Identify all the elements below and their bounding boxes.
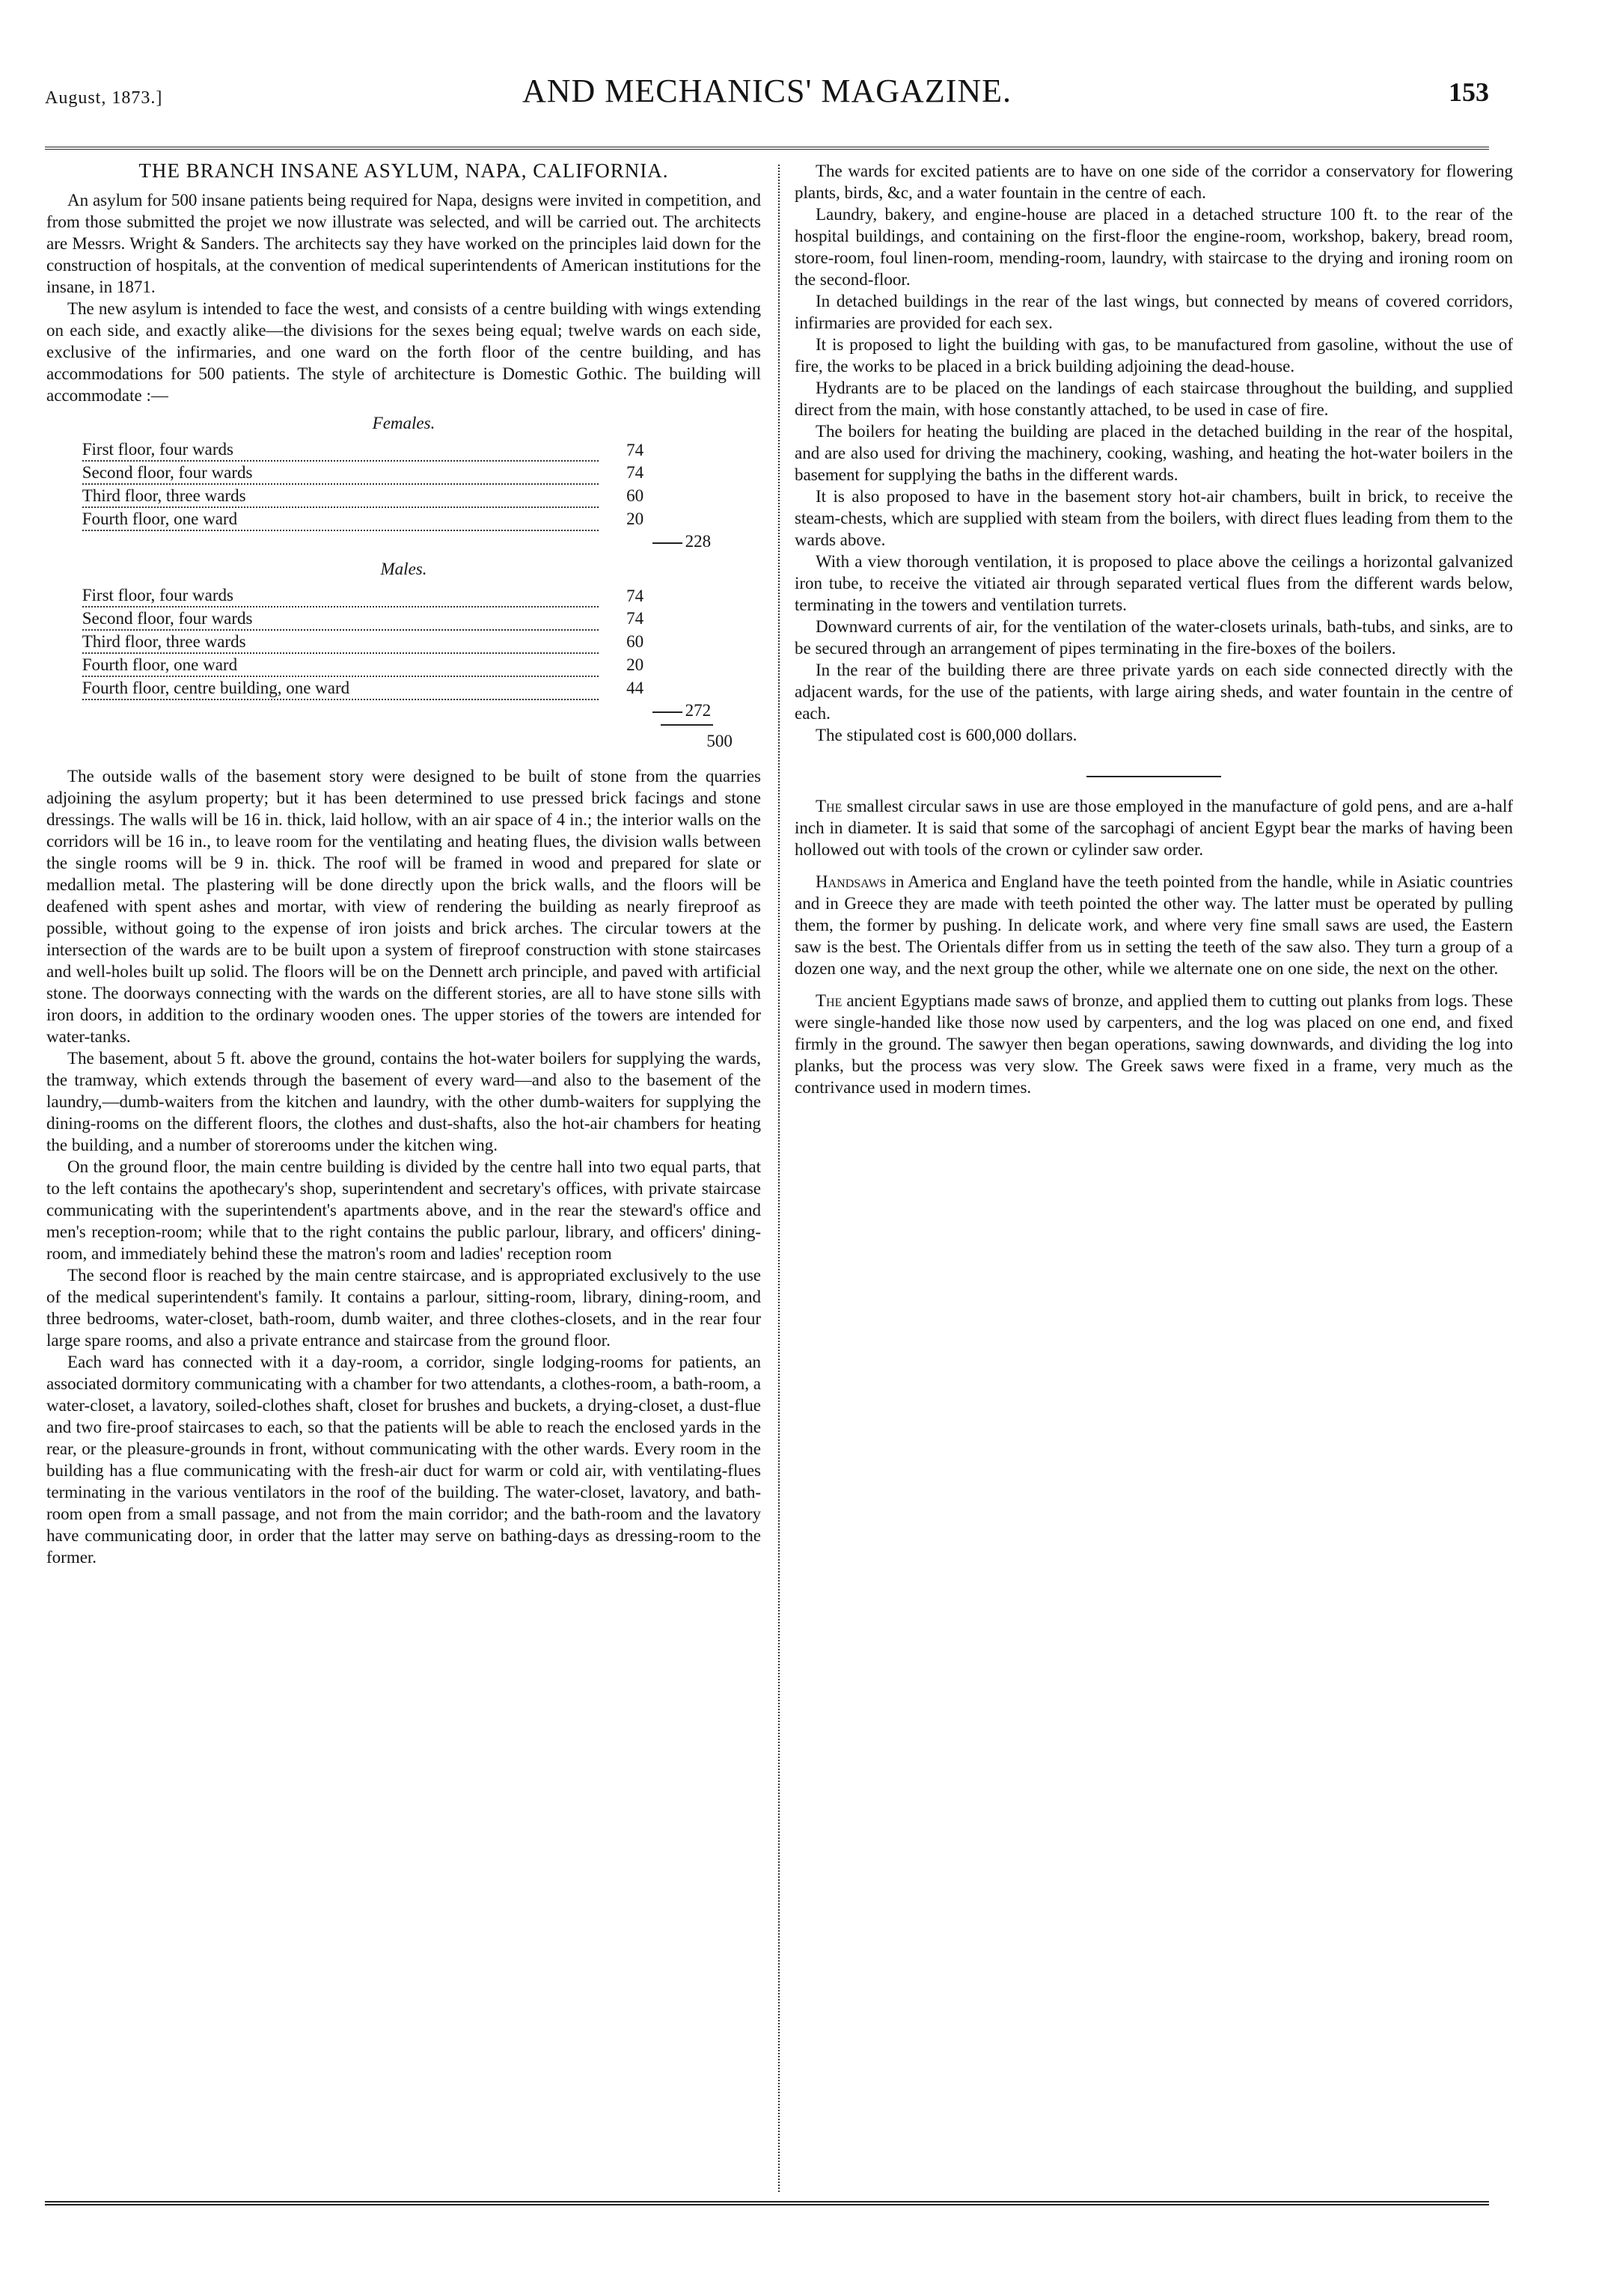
table-row [82, 484, 711, 507]
ward-count: 60 [626, 486, 644, 505]
article-paragraph: In detached buildings in the rear of the last wings, but connected by means of covered corridors, infirmaries are provided for each sex. [795, 292, 1513, 332]
ward-count: 74 [626, 463, 644, 482]
article-paragraph: The basement, about 5 ft. above the ground, contains the hot-water boilers for supplying the wards, the tramway, which extends through the basement of every ward—and also to the basement of the laundry,—dumb-waiters from the kitchen and laundry, with the other dumb-waiters for supplying the dining-rooms on the different floors, the clothes and dust-shafts, also the hot-air chambers for heating the building, and a number of storerooms under the kitchen wing. [46, 1049, 761, 1154]
table-row [82, 507, 711, 530]
article-paragraph: It is proposed to light the building with gas, to be manufactured from gasoline, without the use of fire, the works to be placed in a brick building adjoining the dead-house. [795, 335, 1513, 376]
females-heading: Females. [372, 414, 435, 432]
males-table [82, 584, 711, 721]
ward-count: 20 [626, 655, 644, 674]
females-table [82, 438, 711, 552]
article-paragraph: It is also proposed to have in the basement story hot-air chambers, built in brick, to receive the steam-chests, which are supplied with steam from the boilers, with direct flues leading from them to the wards above. [795, 487, 1513, 549]
ward-count: 60 [626, 632, 644, 651]
column-divider [778, 165, 780, 2192]
note-paragraph [795, 795, 1513, 860]
ward-label: First floor, four wards [82, 438, 599, 461]
page-header [45, 72, 1489, 117]
issue-date: August, 1873.] [45, 88, 163, 108]
ward-label: Fourth floor, centre building, one ward [82, 676, 599, 699]
table-row [82, 584, 711, 607]
article-paragraph: An asylum for 500 insane patients being required for Napa, designs were invited in competition, and from those submitted the projet we now illustrate was selected, and will be carried out. The architects are Messrs. Wright & Sanders. The architects say they have worked on the principles laid down for the construction of hospitals, at the convention of medical superintendents of American institutions for the insane, in 1871. [46, 191, 761, 296]
page-number: 153 [1449, 77, 1489, 107]
note-lead: The [816, 991, 843, 1010]
article-title: THE BRANCH INSANE ASYLUM, NAPA, CALIFORNIA. [138, 160, 669, 182]
ward-count: 74 [626, 586, 644, 605]
ward-label: Fourth floor, one ward [82, 653, 599, 676]
total-rule [661, 724, 713, 726]
males-total: 272 [685, 701, 712, 720]
article-paragraph: Hydrants are to be placed on the landings of each staircase throughout the building, and supplied direct from the main, with hose constantly attached, to be used in case of fire. [795, 379, 1513, 419]
note-lead: The [816, 797, 843, 815]
article-paragraph: The boilers for heating the building are placed in the detached building in the rear of the hospital, and are also used for driving the machinery, cooking, washing, and heating the hot-water boilers in the basement for supplying the baths in the different wards. [795, 422, 1513, 484]
table-row [82, 461, 711, 484]
ward-label: Second floor, four wards [82, 607, 599, 630]
males-heading: Males. [380, 560, 427, 578]
header-rule [45, 147, 1489, 150]
ward-label: Fourth floor, one ward [82, 507, 599, 530]
table-row [82, 653, 711, 676]
section-separator [1086, 776, 1221, 777]
article-paragraph: The wards for excited patients are to have on one side of the corridor a conservatory for flowering plants, birds, &c, and a water fountain in the centre of each. [795, 162, 1513, 202]
ward-count: 44 [626, 679, 644, 697]
note-paragraph [795, 990, 1513, 1098]
table-row [82, 607, 711, 630]
table-row [82, 438, 711, 461]
note-text: in America and England have the teeth pointed from the handle, while in Asiatic countries and in Greece they are made with teeth pointed the other way. The latter must be operated by pulling them, the former by pushing. In delicate work, and where very fine small saws are used, the Eastern saw is the best. The Orientals differ from us in setting the teeth of the saw also. They turn a group of a dozen one way, and the next group the other, while we alternate one on one side, the next on the other. [795, 872, 1513, 978]
footer-rule [45, 2201, 1489, 2205]
subtotal-row [82, 699, 711, 721]
note-text: ancient Egyptians made saws of bronze, and applied them to cutting out planks from logs. These were single-handed like those now used by carpenters, and the log was placed on one end, and fixed firmly in the ground. The sawyer then began operations, sawing downwards, and dividing the log into planks, but the process was very slow. The Greek saws were fixed in a frame, very much as the contrivance used in modern times. [795, 991, 1513, 1097]
ward-label: Third floor, three wards [82, 630, 599, 653]
article-paragraph: In the rear of the building there are three private yards on each side connected directly with the adjacent wards, for the use of the patients, with large airing sheds, and water fountain in the centre of each. [795, 661, 1513, 723]
note-lead: Handsaws [816, 872, 887, 891]
ward-count: 74 [626, 440, 644, 459]
magazine-title: AND MECHANICS' MAGAZINE. [522, 73, 1012, 109]
article-paragraph: The outside walls of the basement story were designed to be built of stone from the quarries adjoining the asylum property; but it has been determined to use pressed brick facings and stone dressings. The walls will be 16 in. thick, laid hollow, with an air space of 4 in.; the interior walls on the corridors will be 16 in., to leave room for the ventilating and heating flues, the division walls between the single rooms will be 9 in. thick. The roof will be framed in wood and prepared for slate or medallion metal. The plastering will be done directly upon the brick walls, and the floors will be deafened with spent ashes and mortar, with view of rendering the building as nearly fireproof as possible, without going to the expense of iron joists and brick arches. The circular towers at the intersection of the wards are to be built upon a system of fireproof construction with stone staircases and well-holes built up solid. The floors will be on the Dennett arch principle, and paved with artificial stone. The doorways connecting with the wards on the different stories, are all to have stone sills with iron doors, in addition to the ordinary wooden ones. The upper stories of the towers are intended for water-tanks. [46, 767, 761, 1046]
ward-label: Second floor, four wards [82, 461, 599, 484]
article-paragraph: Downward currents of air, for the ventilation of the water-closets urinals, bath-tubs, and sinks, are to be secured through an arrangement of pipes terminating in the fire-boxes of the boilers. [795, 617, 1513, 658]
article-paragraph: Laundry, bakery, and engine-house are placed in a detached structure 100 ft. to the rear of the hospital buildings, and containing on the first-floor the engine-room, workshop, bakery, bread room, store-room, foul linen-room, mending-room, laundry, with staircase to the drying and ironing room on the second-floor. [795, 205, 1513, 289]
note-text: smallest circular saws in use are those employed in the manufacture of gold pens, and are a-half inch in diameter. It is said that some of the sarcophagi of ancient Egypt bear the marks of having been hollowed out with tools of the crown or cylinder saw order. [795, 797, 1513, 859]
grand-total: 500 [706, 732, 733, 750]
ward-count: 20 [626, 509, 644, 528]
ward-count: 74 [626, 609, 644, 628]
article-paragraph: The stipulated cost is 600,000 dollars. [816, 726, 1077, 744]
ward-label: First floor, four wards [82, 584, 599, 607]
right-column [795, 160, 1513, 2195]
note-paragraph [795, 871, 1513, 979]
article-paragraph: The new asylum is intended to face the west, and consists of a centre building with wings extending on each side, and exactly alike—the divisions for the sexes being equal; twelve wards on each side, exclusive of the infirmaries, and one ward on the forth floor of the centre building, and has accommodations for 500 patients. The style of architecture is Domestic Gothic. The building will accommodate :— [46, 299, 761, 405]
subtotal-row [82, 530, 711, 552]
ward-label: Third floor, three wards [82, 484, 599, 507]
article-paragraph: With a view thorough ventilation, it is proposed to place above the ceilings a horizontal galvanized iron tube, to receive the vitiated air through separated vertical flues from the different wards below, terminating in the towers and ventilation turrets. [795, 552, 1513, 614]
table-row [82, 676, 711, 699]
females-total: 228 [685, 532, 712, 551]
left-column [46, 160, 761, 2195]
article-paragraph: Each ward has connected with it a day-room, a corridor, single lodging-rooms for patients, an associated dormitory communicating with a chamber for two attendants, a clothes-room, a bath-room, a water-closet, a lavatory, soiled-clothes shaft, closet for brushes and buckets, a drying-closet, a dust-flue and two fire-proof staircases to each, so that the patients will be able to reach the enclosed yards in the rear, or the pleasure-grounds in front, without communicating with the other wards. Every room in the building has a flue communicating with the fresh-air duct for warm or cold air, with ventilating-flues terminating in the various ventilators in the roof of the building. The water-closet, lavatory, and bath-room open from a small passage, and not from the main corridor; and the bath-room and the lavatory have communicating door, in order that the latter may serve on bathing-days as dressing-room to the former. [46, 1353, 761, 1567]
article-paragraph: The second floor is reached by the main centre staircase, and is appropriated exclusively to the use of the medical superintendent's family. It contains a parlour, sitting-room, library, dining-room, and three bedrooms, water-closet, bath-room, dumb waiter, and three clothes-closets, and in the rear four large spare rooms, and also a private entrance and staircase from the ground floor. [46, 1266, 761, 1350]
article-paragraph: On the ground floor, the main centre building is divided by the centre hall into two equal parts, that to the left contains the apothecary's shop, superintendent and secretary's offices, with private staircase communicating with the superintendent's apartments above, and in the rear the steward's office and men's reception-room; while that to the right contains the public parlour, library, and officers' dining-room, and immediately behind these the matron's room and ladies' reception room [46, 1157, 761, 1263]
table-row [82, 630, 711, 653]
